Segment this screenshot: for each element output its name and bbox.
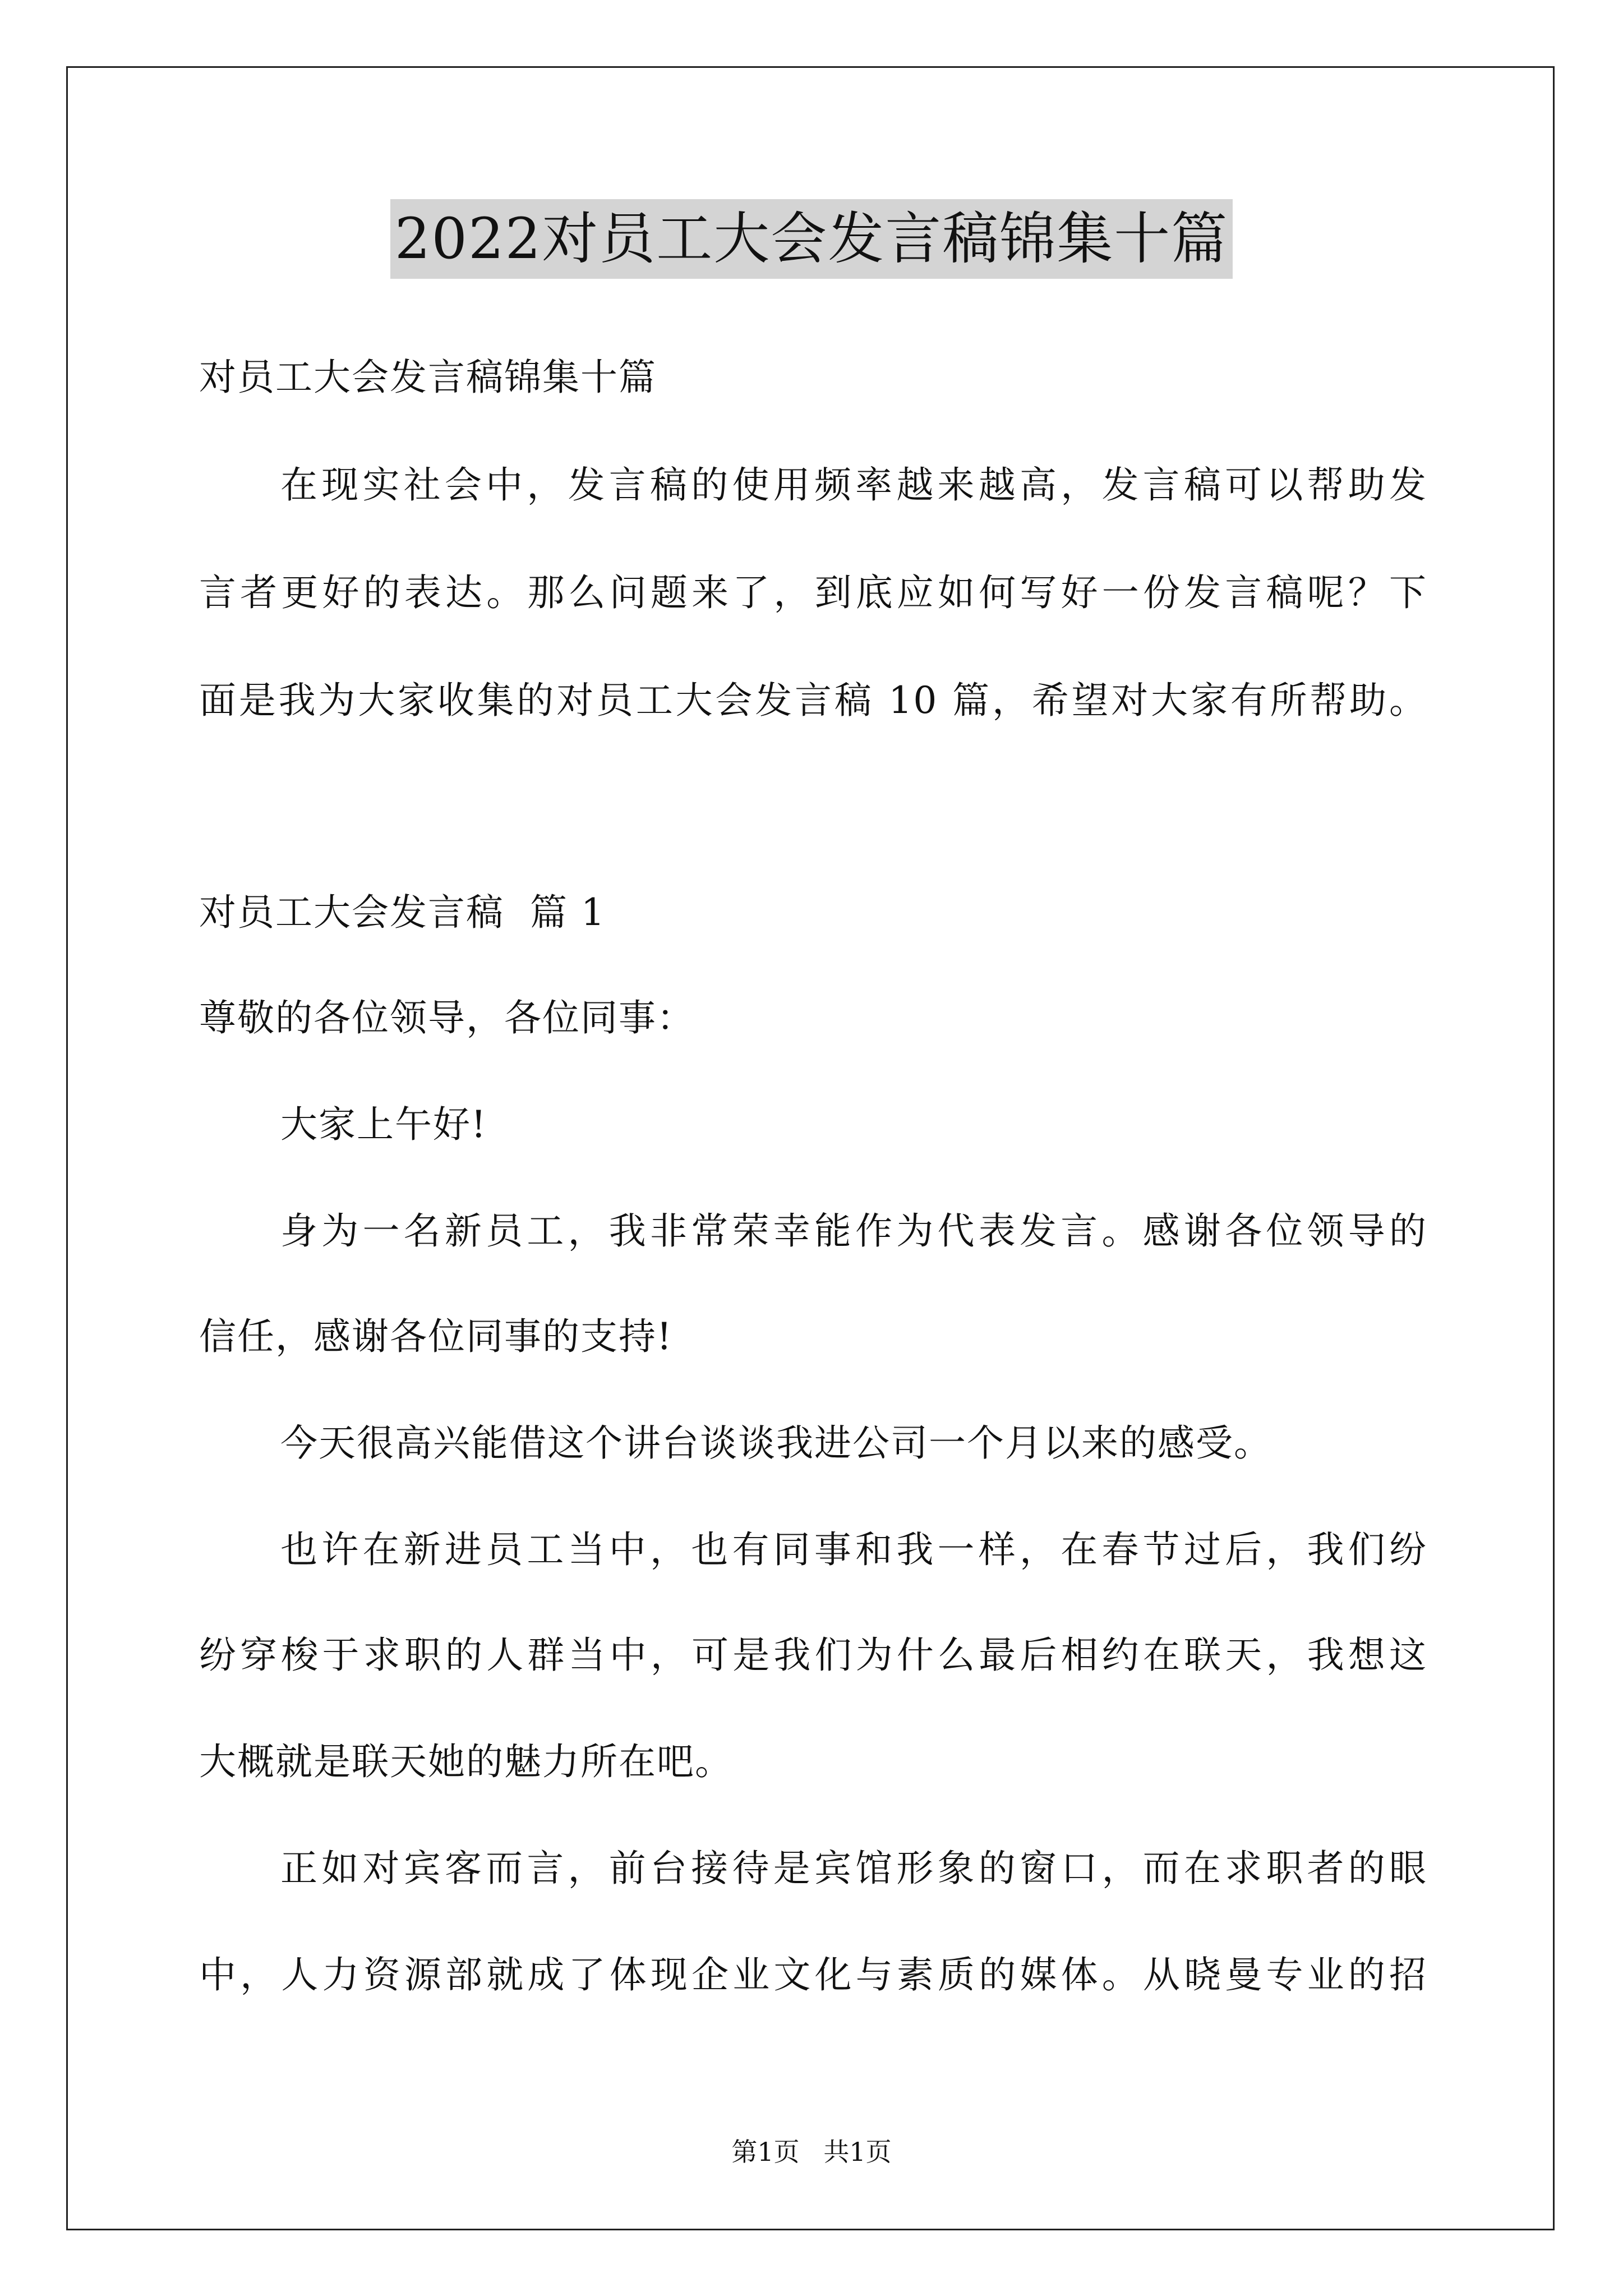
body-line-1: 大家上午好! — [280, 1103, 487, 1146]
salutation: 尊敬的各位领导，各位同事： — [199, 996, 695, 1039]
subtitle: 对员工大会发言稿锦集十篇 — [199, 356, 657, 399]
page-total: 共1页 — [823, 2137, 892, 2167]
page-footer — [0, 2135, 1623, 2169]
body-line-5: 也许在新进员工当中，也有同事和我一样，在春节过后，我们纷 — [280, 1528, 1427, 1571]
body-line-6: 纷穿梭于求职的人群当中，可是我们为什么最后相约在联天，我想这 — [199, 1634, 1427, 1677]
intro-line-1: 在现实社会中，发言稿的使用频率越来越高，发言稿可以帮助发 — [280, 463, 1427, 507]
body-line-8: 正如对宾客而言，前台接待是宾馆形象的窗口，而在求职者的眼 — [280, 1847, 1427, 1890]
body-line-3: 信任，感谢各位同事的支持! — [199, 1315, 673, 1358]
intro-line-2: 言者更好的表达。那么问题来了，到底应如何写好一份发言稿呢？下 — [199, 571, 1427, 614]
title-container — [0, 199, 1623, 279]
body-line-7: 大概就是联天她的魅力所在吧。 — [199, 1740, 733, 1783]
body-line-4: 今天很高兴能借这个讲台谈谈我进公司一个月以来的感受。 — [280, 1421, 1272, 1465]
section-heading: 对员工大会发言稿 篇 1 — [199, 891, 606, 934]
document-title: 2022对员工大会发言稿锦集十篇 — [390, 199, 1233, 279]
body-line-9: 中，人力资源部就成了体现企业文化与素质的媒体。从晓曼专业的招 — [199, 1953, 1427, 1996]
body-line-2: 身为一名新员工，我非常荣幸能作为代表发言。感谢各位领导的 — [280, 1209, 1427, 1253]
page-number: 第1页 — [731, 2137, 800, 2167]
intro-line-3: 面是我为大家收集的对员工大会发言稿 10 篇，希望对大家有所帮助。 — [199, 679, 1427, 722]
